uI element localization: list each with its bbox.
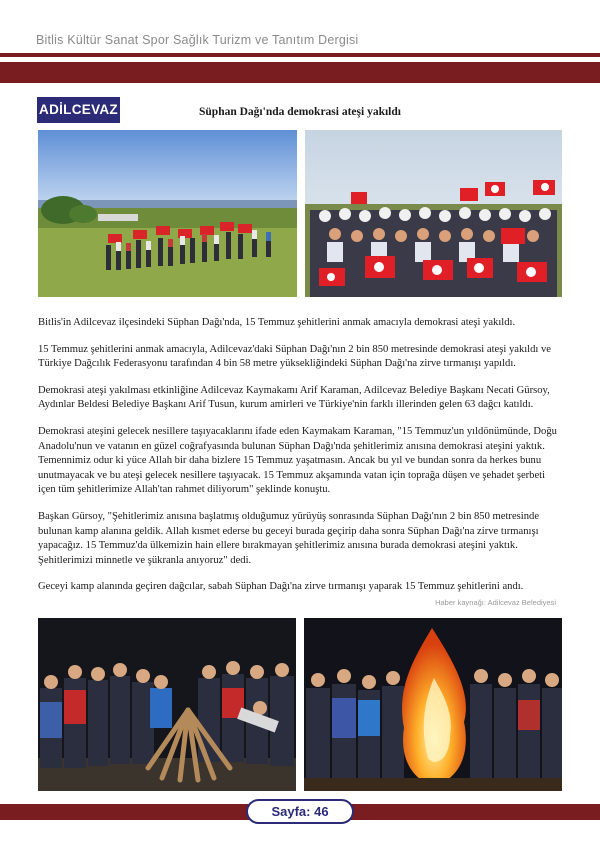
article-body <box>38 316 565 607</box>
paragraph: 15 Temmuz şehitlerini anmak amacıyla, Adilcevaz'daki Süphan Dağı'nın 2 bin 850 metresinde demokrasi ateşi yakıldı ve Türkiye Dağcılık Federasyonu tarafından 4 bin 58 metre yüksekliğindeki Süphan Dağı'na zirve tırmanışı yapıldı. <box>38 343 552 370</box>
paragraph: Geceyi kamp alanında geçiren dağcılar, sabah Süphan Dağı'na zirve tırmanışı yaparak 15 Temmuz şehitlerini andı. <box>38 581 524 593</box>
section-tag: ADİLCEVAZ <box>37 97 120 123</box>
magazine-title: Bitlis Kültür Sanat Spor Sağlık Turizm ve Tanıtım Dergisi <box>36 33 359 47</box>
paragraph: Bitlis'in Adilcevaz ilçesindeki Süphan Dağı'nda, 15 Temmuz şehitlerini anmak amacıyla demokrasi ateşi yakıldı. <box>38 317 516 328</box>
paragraph: Başkan Gürsoy, "Şehitlerimiz anısına başlatmış olduğumuz yürüyüş sonrasında Süphan Dağı'nın 2 bin 850 metresinde bulunan kamp alanına geldik. Allah kısmet ederse bu geceyi burada geçirip daha sonra Süphan Dağı'na zirve tırmanışı yapacağız. 15 Temmuz'da ülkemizin hain ellere bırakmayan şehitlerimiz anısına burada demokrasi ateşini yaktık. Şehitlerimizi minnetle ve şükranla anıyoruz" dedi. <box>38 510 540 566</box>
paragraph: Demokrasi ateşi yakılması etkinliğine Adilcevaz Kaymakamı Arif Karaman, Adilcevaz Belediye Başkanı Necati Gürsoy, Aydınlar Beldesi Belediye Başkanı Arif Tusun, kurum amirleri ve Türkiye'nin farklı illerinden gelen 63 dağcı katıldı. <box>38 384 550 411</box>
photo-bonfire <box>304 618 562 791</box>
photo-night-lighting <box>38 618 296 791</box>
paragraph: Demokrasi ateşini gelecek nesillere taşıyacaklarını ifade eden Kaymakam Karaman, "15 Temmuz'un yıldönümünde, Doğu Anadolu'nun ve vatanın en güzel coğrafyasında bulunan Süphan Dağı'nda şehitlerimiz anısına demokrasi ateşini yaktık. Temennimiz odur ki yüce Allah bir daha bizlere 15 Temmuz yaşatmasın. Ancak bu yıl ve bundan sonra da herkes bunu unutmayacak ve bu ateşi gelecek nesillere taşıyacak. 15 Temmuz akşamında vatan için toprağa düşen ve şehadet şerbeti içen tüm şehitlerimize Allah'tan rahmet diliyorum" şeklinde konuştu. <box>38 425 557 496</box>
photo-group-flags <box>305 130 562 297</box>
article-title: Süphan Dağı'nda demokrasi ateşi yakıldı <box>199 106 401 118</box>
page-number: Sayfa: 46 <box>246 799 354 824</box>
news-source: Haber kaynağı: Adilcevaz Belediyesi <box>435 598 556 607</box>
photo-march-meadow <box>38 130 297 297</box>
header-rule <box>0 53 600 57</box>
header-band <box>0 62 600 83</box>
